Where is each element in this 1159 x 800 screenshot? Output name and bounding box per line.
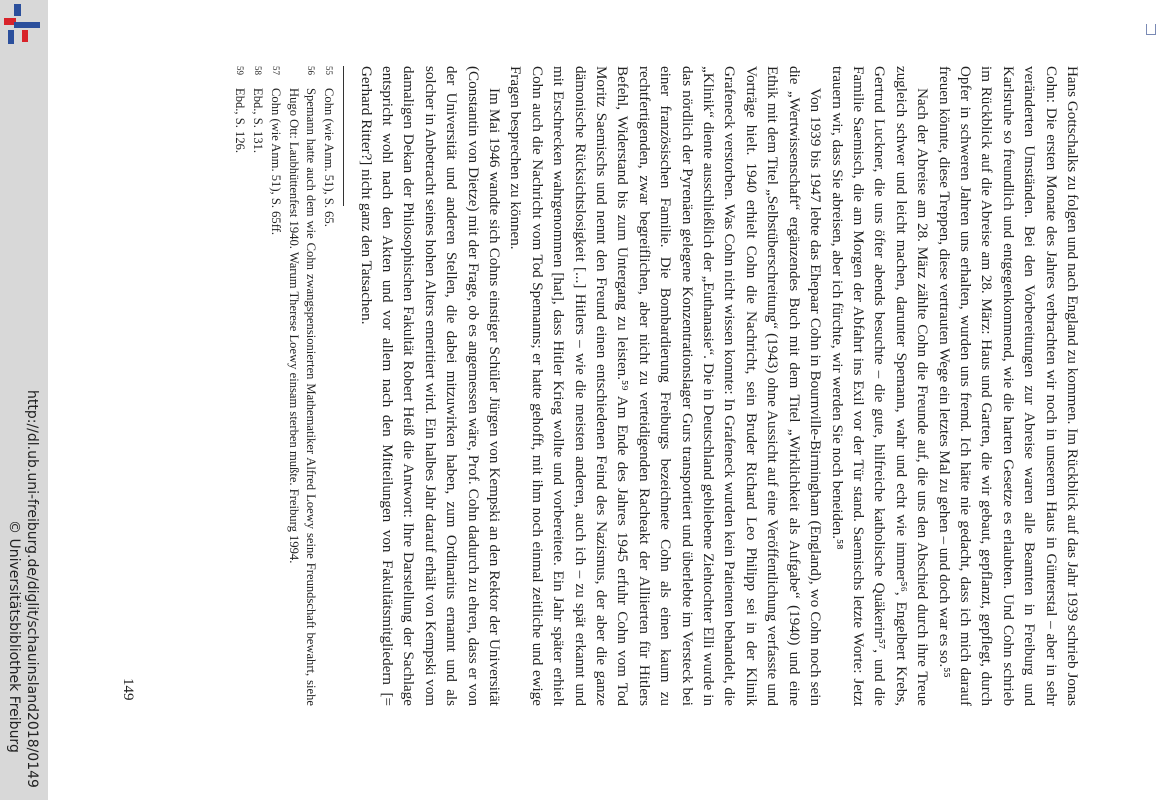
paragraph: Im Mai 1946 wandte sich Cohns einstiger Schüler Jürgen von Kempski an den Rektor der Universität (Constantin von Dietze) mit der Frage, ob es angemessen wäre, Prof. Cohn dadurch zu ehren, dass er von der Universität und anderen Stellen, die dabei mitzuwirken haben, zum Ordinarius ernannt und als solcher in Anbetracht seines hohen Alters emeritiert wird. Ein halbes Jahr darauf erhält von Kempski vom damaligen Dekan der Philosophischen Fakultät Robert Heiß die Antwort: Ihre Darstellung der Sachlage entspricht wohl nach den Akten und vor allem nach den Mitteilungen von Fakultätsmitgliedern [= Gerhard Ritter?] nicht ganz den Tatsachen. — [357, 66, 503, 706]
footnote-divider — [343, 66, 344, 206]
paragraph: Von 1939 bis 1947 lebte das Ehepaar Cohn in Bournville-Birmingham (England), wo Cohn noch sein die „Wertwissenschaft“ ergänzendes Buch mit dem Titel „Wirklichkeit als Aufgabe“ (1940) und eine Ethik mit dem Titel „Selbstüberschreitung“ (1943) ohne Aussicht auf eine Veröffentlichung verfasste und Vorträge hielt. 1940 erhielt Cohn die Nachricht, sein Bruder Richard Leo Philipp sei in der Klinik Grafeneck verstorben. Was Cohn nicht wissen konnte: In Grafeneck wurden kein Patienten behandelt, die „Klinik“ diente ausschließlich der „Euthanasie“. Die in Deutschland gebliebene Ziehtochter Elli wurde in das nördlich der Pyrenäen gelegene Konzentrationslager Gurs transportiert und überlebte im Versteck bei einer französischen Familie. Die Bombardierung Freiburgs bezeichnete Cohn als einen kaum zu rechtfertigenden, zwar begreiflichen, aber nicht zu verteidigenden Racheakt der Alliierten für Hitlers Befehl, Widerstand bis zum Untergang zu leisten.⁵⁹ Am Ende des Jahres 1945 erfuhr Cohn vom Tod Moritz Saemischs und nennt den Freund einen entschiedenen Feind des Nazismus, der aber die ganze dämonische Rücksichtslosigkeit [...] Hitlers – wie die meisten anderen, auch ich – zu spät erkannt und mit Erschrecken wahrgenommen [hat], dass Hitler Krieg wollte und vorbereitete. Ein Jahr später erhielt Cohn auch die Nachricht vom Tod Spemanns; er hatte gehofft, mit ihm noch einmal zeitliche und ewige Fragen besprechen zu können. — [507, 66, 824, 706]
footnote-text: Cohn (wie Anm. 51), S. 65. — [322, 88, 337, 227]
university-logo-icon — [0, 0, 48, 50]
footnote-number: 59 — [235, 66, 246, 75]
footnote-text: Ebd., S. 126. — [233, 88, 248, 154]
footnote — [319, 66, 337, 706]
document-url-link[interactable]: http://dl.ub.uni-freiburg.de/diglit/schauinsland2018/0149 — [24, 390, 40, 788]
footnote-number: 56 — [306, 66, 317, 75]
footnote-number: 57 — [270, 66, 281, 75]
corner-marker-icon — [1146, 24, 1156, 35]
footnote-number: 58 — [253, 66, 263, 75]
scanned-page — [48, 0, 1159, 800]
page-number: 149 — [120, 678, 136, 701]
paragraph: Hans Gottschalks zu folgen und nach England zu kommen. Im Rückblick auf das Jahr 1939 schrieb Jonas Cohn: Die ersten Monate des Jahres verbrachten wir noch in unserem Haus in Günterstal – aber in sehr veränderten Umständen. Bei den Vorbereitungen zur Abreise waren alle Beamten in Freiburg und Karlsruhe so freundlich und entgegenkommend, wie die harten Gesetze es erlaubten. Und Cohn schrieb im Rückblick auf die Abreise am 28. März: Haus und Garten, die wir gebaut, gepflanzt, gepflegt, durch Opfer in schweren Jahren uns erhalten, wurden uns fremd. Ich hätte nie gedacht, dass ich mich darauf freuen könnte, diese Treppen, diese vertrauten Wege ein letztes Mal zu gehen – und doch war es so.⁵⁵ — [935, 66, 1080, 706]
footnote — [284, 66, 320, 706]
footnote — [266, 66, 284, 706]
footnote — [230, 66, 248, 706]
footnote-text: Cohn (wie Anm. 51), S. 65ff. — [268, 88, 283, 236]
footnote — [248, 66, 266, 706]
paragraph: Nach der Abreise am 28. März zählte Cohn die Freunde auf, die uns den Abschied durch ihre Treue zugleich schwer und leicht machen, darunter Spemann, wahr und echt wie immer⁵⁶, Engelbert Krebs, Gertrud Luckner, die uns öfter abends besuchte – die gute, hilfreiche katholische Quäkerin⁵⁷, und die Familie Saemisch, die am Morgen der Abfahrt ins Exil vor der Tür stand. Saemischs letzte Worte: Jetzt trauern wir, dass Sie abreisen, aber ich fürchte, wir werden Sie noch beneiden.⁵⁸ — [828, 66, 931, 706]
page-text-block — [230, 66, 1082, 706]
viewer-sidebar — [0, 0, 48, 800]
footnote-text: Ebd., S. 131. — [251, 88, 265, 154]
footnote-number: 55 — [324, 66, 335, 75]
copyright-notice: © Universitätsbibliothek Freiburg — [6, 520, 22, 753]
footnote-text: Spemann hatte auch dem wie Cohn zwangspensionierten Mathematiker Alfred Loewy seine Freundschaft bewahrt, siehe Hugo Ott: Laubhüttenfest 1940. Warum Therese Loewy einsam sterben mußte. Freiburg 1994. — [286, 88, 319, 706]
